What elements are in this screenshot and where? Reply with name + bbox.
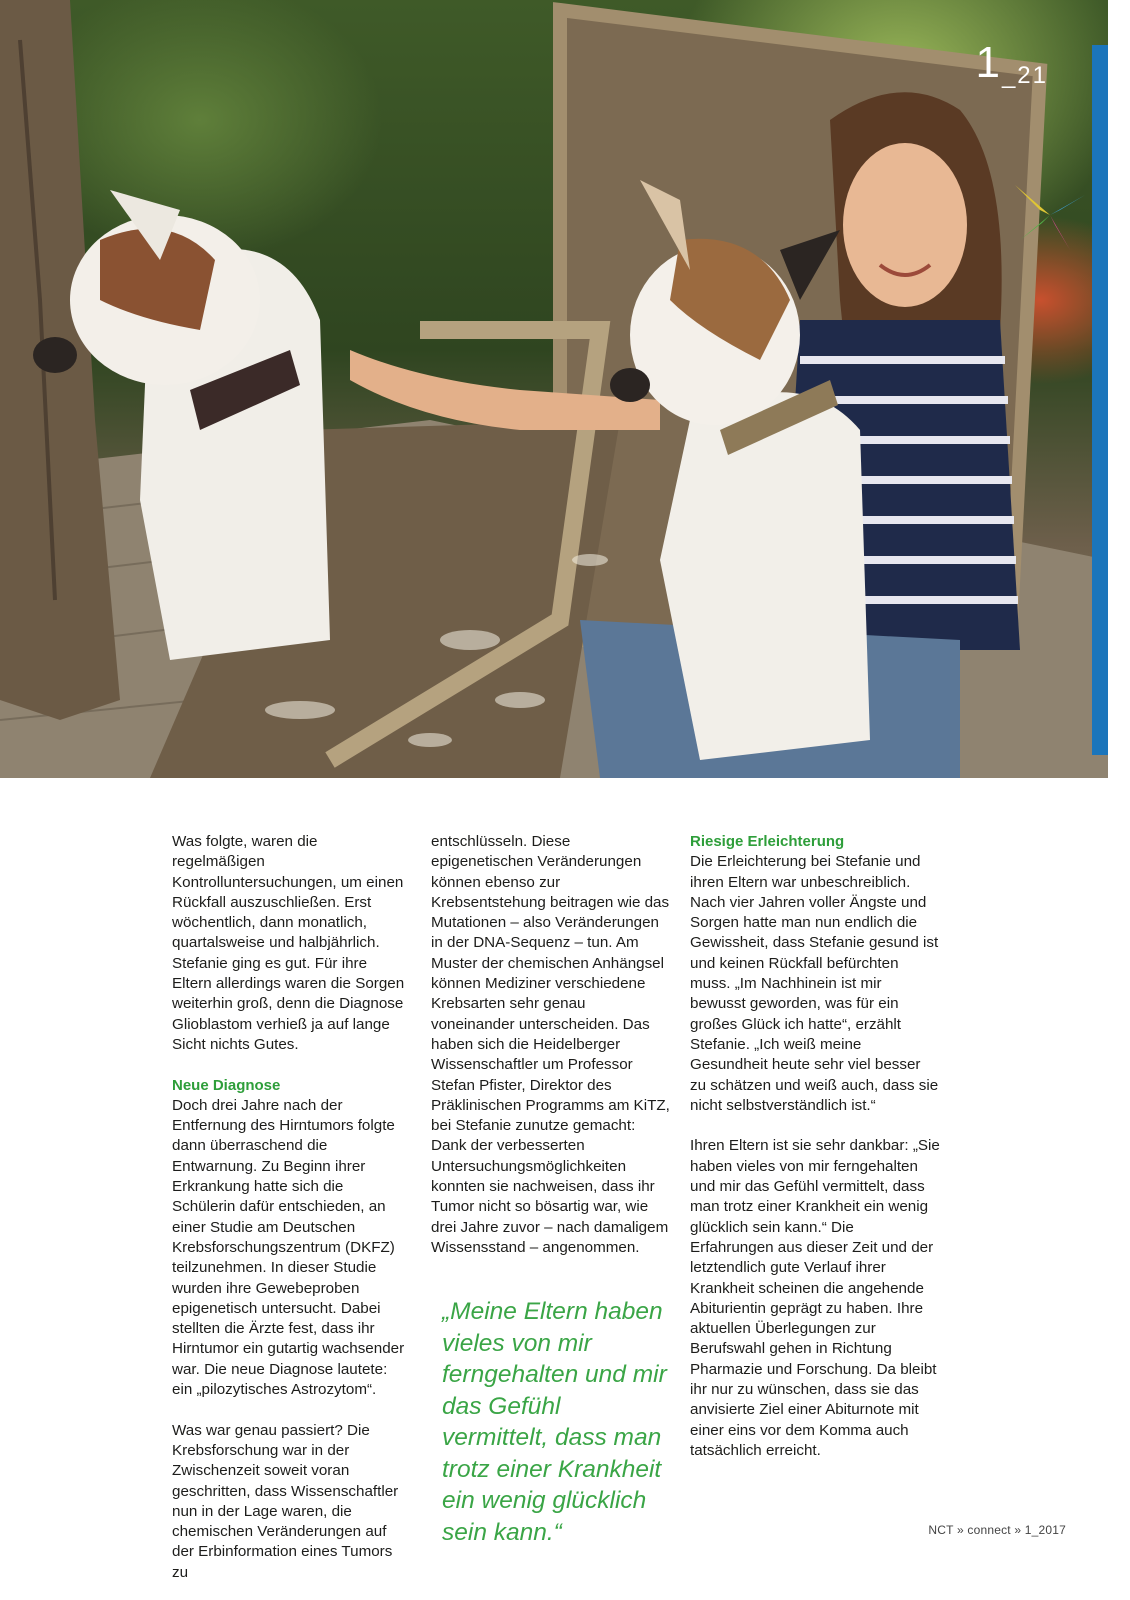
hero-photo <box>0 0 1108 778</box>
paragraph: Was war genau passiert? Die Krebsforschung war in der Zwischenzeit soweit voran geschritten, dass Wissenschaftler nun in der Lage waren, die chemischen Veränderungen auf der Erbinformation eines Tumors zu <box>172 1421 399 1581</box>
page-footer: NCT » connect » 1_2017 <box>928 1523 1066 1537</box>
text-column-3 <box>690 832 940 1482</box>
paragraph: Was folgte, waren die regelmäßigen Kontrolluntersuchungen, um einen Rückfall auszuschließen. Erst wöchentlich, dann monatlich, quartalsweise und halbjährlich. Stefanie ging es gut. Für ihre Eltern allerdings waren die Sorgen weiterhin groß, denn die Diagnose Glioblastom verhieß ja auf lange Sicht nichts Gutes. <box>172 833 405 1053</box>
paragraph: Doch drei Jahre nach der Entfernung des Hirntumors folgte dann überraschend die Entwarnung. Zu Beginn ihrer Erkrankung hatte sich die Schülerin dafür entschieden, an einer Studie am Deutschen Krebsforschungszentrum (DKFZ) teilzunehmen. In dieser Studie wurden ihre Gewebeproben epigenetisch untersucht. Dabei stellten die Ärzte fest, dass ihr Hirntumor ein gutartig wachsender war. Die neue Diagnose lautete: ein „pilozytisches Astrozytom“. <box>172 1096 405 1399</box>
right-dog-body <box>660 392 870 760</box>
text-column-1 <box>172 832 410 1600</box>
girl-face <box>843 143 967 307</box>
paragraph: Ihren Eltern ist sie sehr dankbar: „Sie haben vieles von mir ferngehalten und mir das Gefühl vermittelt, dass man trotz einer Krankheit ein wenig glücklich sein kann.“ Die Erfahrungen aus dieser Zeit und der letztendlich gute Verlauf ihrer Krankheit scheinen die angehende Abiturientin geprägt zu haben. Ihre aktuellen Überlegungen zur Berufswahl gehen in Richtung Pharmazie und Forschung. Da bleibt ihr nur zu wünschen, dass sie das anvisierte Ziel einer Abiturnote mit einer eins vor dem Komma auch tatsächlich erreicht. <box>690 1137 940 1459</box>
paragraph: Die Erleichterung bei Stefanie und ihren Eltern war unbeschreiblich. Nach vier Jahren voller Ängste und Sorgen hatte man nun endlich die Gewissheit, dass Stefanie gesund ist und keinen Rückfall befürchten muss. „Im Nachhinein ist mir bewusst geworden, was für ein großes Glück ich hatte“, erzählt Stefanie. „Ich weiß meine Gesundheit heute sehr viel besser zu schätzen und weiß auch, dass sie nicht selbstverständlich ist.“ <box>690 853 939 1114</box>
paragraph: entschlüsseln. Diese epigenetischen Veränderungen können ebenso zur Krebsentstehung beitragen wie das Mutationen – also Veränderungen in der DNA-Sequenz – tun. Am Muster der chemischen Anhängsel können Mediziner verschiedene Krebsarten sehr genau voneinander unterscheiden. Das haben sich die Heidelberger Wissenschaftler um Professor Stefan Pfister, Direktor des Präklinischen Programms am KiTZ, bei Stefanie zunutze gemacht: Dank der verbesserten Untersuchungsmöglichkeiten konnten sie nachweisen, dass ihr Tumor nicht so bösartig war, wie drei Jahre zuvor – nach damaligem Wissensstand – angenommen. <box>431 833 670 1256</box>
photo-illustration <box>0 0 1108 778</box>
edge-accent-bar <box>1092 45 1108 755</box>
text-column-2 <box>431 832 671 1279</box>
page-number: 1_21 <box>975 38 1048 89</box>
subheading: Neue Diagnose <box>172 1076 281 1094</box>
subheading: Riesige Erleichterung <box>690 833 845 850</box>
pull-quote: „Meine Eltern haben vieles von mir ferngehalten und mir das Gefühl vermittelt, dass man trotz einer Krankheit ein wenig glücklich sein kann.“ <box>442 1298 667 1546</box>
